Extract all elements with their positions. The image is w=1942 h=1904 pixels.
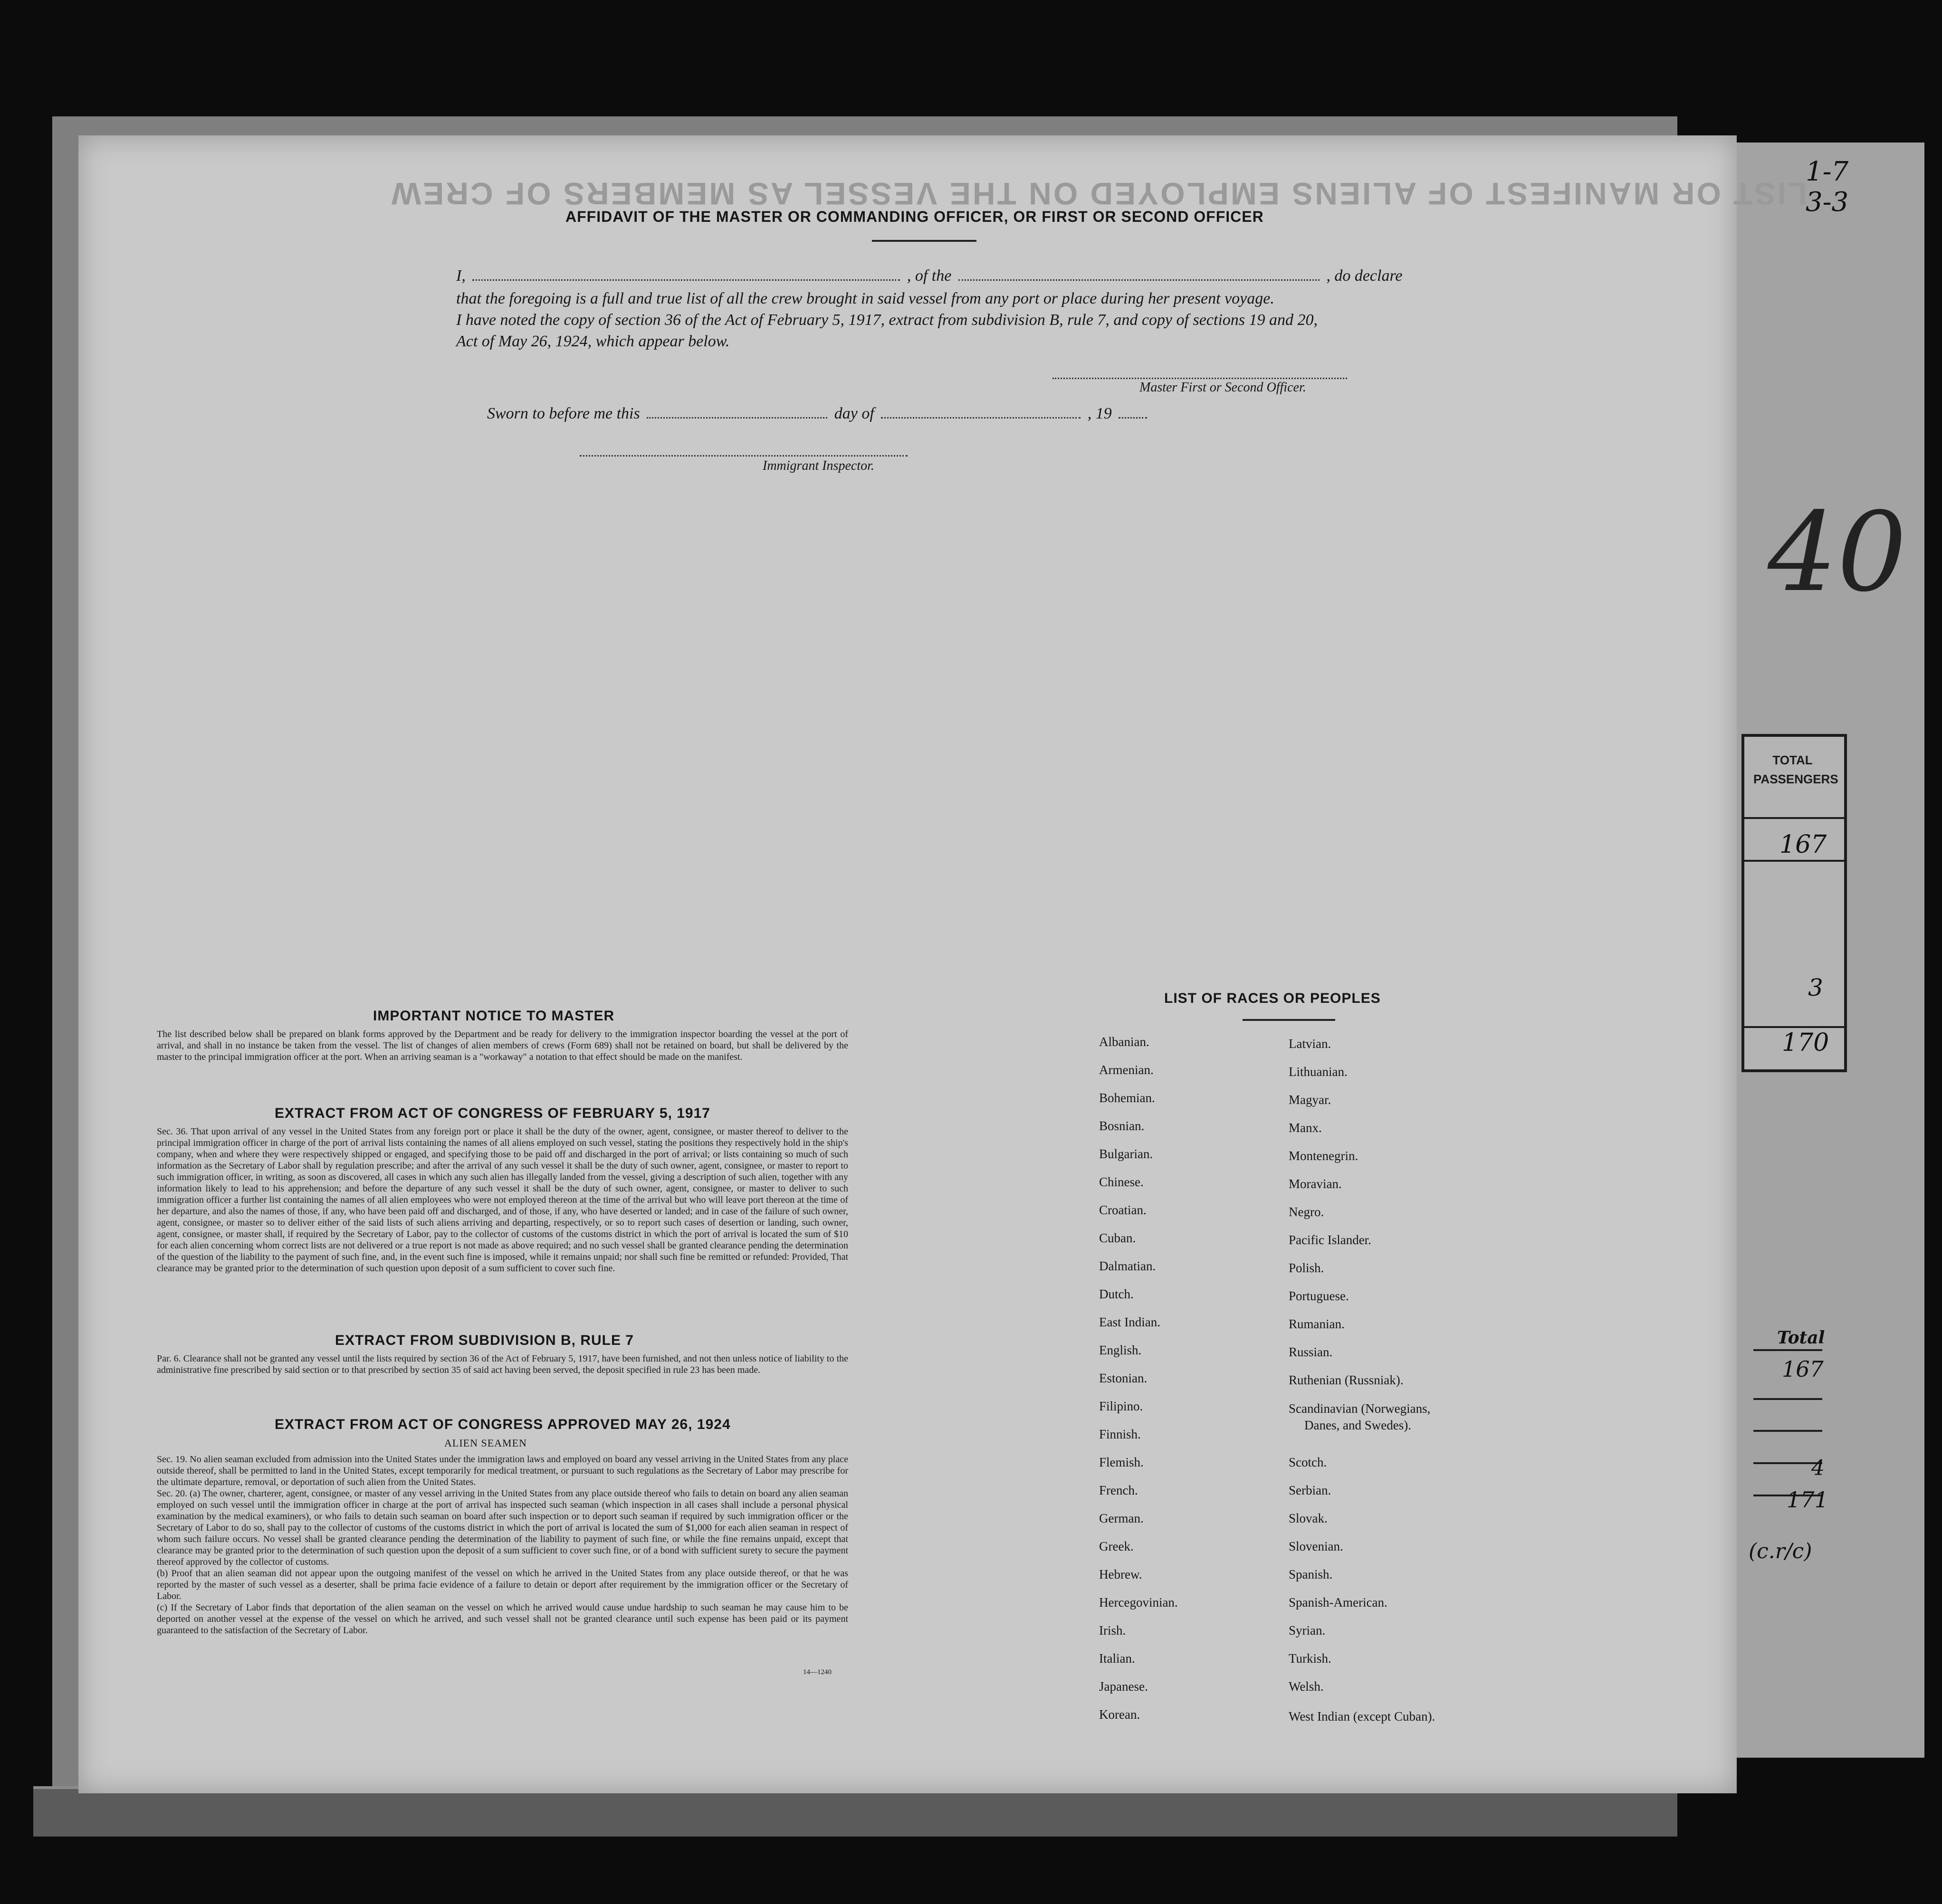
race-item: Estonian. <box>1099 1371 1148 1385</box>
race-item: Japanese. <box>1099 1679 1148 1694</box>
race-item: Greek. <box>1099 1539 1134 1553</box>
race-item: Finnish. <box>1099 1427 1141 1441</box>
name-blank[interactable] <box>472 279 900 281</box>
total-value-2: 3 <box>1808 974 1823 1001</box>
race-item: Polish. <box>1289 1261 1324 1275</box>
race-item: Syrian. <box>1289 1623 1326 1637</box>
race-item: Filipino. <box>1099 1399 1143 1413</box>
race-item: West Indian (except Cuban). <box>1289 1709 1435 1723</box>
lower-total-rule <box>1753 1349 1822 1351</box>
race-item: Magyar. <box>1289 1093 1331 1107</box>
total-label-line-1: TOTAL <box>1772 753 1813 767</box>
lower-sheet-edge <box>33 1786 1677 1837</box>
race-item: Spanish. <box>1289 1567 1333 1581</box>
handwritten-number: 40 <box>1768 489 1907 616</box>
races-rule <box>1243 1019 1335 1021</box>
race-item: German. <box>1099 1511 1144 1525</box>
race-item: Irish. <box>1099 1623 1126 1637</box>
race-item: Bulgarian. <box>1099 1147 1153 1161</box>
notice-body: The list described below shall be prepared on blank forms approved by the Department and be ready for delivery to the immigration inspector boarding the vessel at the port of arrival, and shall in no instance be taken from the vessel. The list of changes of alien members of crews (Form 689) shall not be retained on board, but shall be delivered by the master to the principal immigration officer at the port. When an arriving seaman is a "workaway" a notation to that effect should be made on the manifest. <box>157 1029 848 1062</box>
extract-1917-heading: EXTRACT FROM ACT OF CONGRESS OF FEBRUARY 5, 1917 <box>275 1105 710 1121</box>
race-item: Negro. <box>1289 1205 1324 1219</box>
race-item: English. <box>1099 1343 1142 1357</box>
sworn-label: Sworn to before me this <box>487 405 640 422</box>
bleed-through-title: LIST OR MANIFEST OF ALIENS EMPLOYED ON THE VESSEL AS MEMBERS OF CREW <box>390 176 1808 211</box>
race-item: Bohemian. <box>1099 1091 1155 1105</box>
race-item: East Indian. <box>1099 1315 1160 1329</box>
race-item: Welsh. <box>1289 1679 1324 1694</box>
extract-1924-heading: EXTRACT FROM ACT OF CONGRESS APPROVED MAY 26, 1924 <box>275 1417 731 1432</box>
declaration-line-2: that the foregoing is a full and true list of all the crew brought in said vessel from any port or place during her present voyage. <box>456 290 1274 307</box>
declaration-do-declare-label: , do declare <box>1326 267 1403 285</box>
lower-total-label: Total <box>1777 1328 1825 1348</box>
sworn-year-label: , 19 <box>1087 405 1112 422</box>
race-item: Pacific Islander. <box>1289 1233 1371 1247</box>
race-item: Korean. <box>1099 1707 1140 1722</box>
lower-total-value-2: 4 <box>1811 1456 1825 1480</box>
lower-total-note: (c.r/c) <box>1749 1539 1812 1563</box>
declaration-line-1 <box>456 267 1403 285</box>
extract-1917-body: Sec. 36. That upon arrival of any vessel in the United States from any foreign port or place it shall be the duty of the owner, agent, consignee, or master thereof to deliver to the principal immigration officer in charge of the port of arrival lists containing the names of all aliens employed on such vessel, stating the positions they respectively hold in the ship's company, when and where they were respectively shipped or engaged, and specifying those to be paid off and discharged in the port of arrival; or lists containing so much of such information as the Secretary of Labor shall by regulation prescribe; and after the arrival of any such vessel it shall be the duty of such owner, agent, consignee, or master to report to such immigration officer, in writing, as soon as discovered, all cases in which any such alien has illegally landed from the vessel, giving a description of such alien, together with any information likely to lead to his apprehension; and before the departure of any such vessel it shall be the duty of such owner, agent, consignee, or master to deliver to such immigration officer a further list containing the names of all alien employees who were not employed thereon at the time of the arrival but who will leave port thereon at the time of her departure, and also the names of those, if any, who have been paid off and discharged, and of those, if any, who have deserted or landed; and in case of the failure of such owner, agent, consignee, or master so to deliver either of the said lists of such aliens arriving and departing, respectively, or so to report such cases of desertion or landing, such owner, agent, consignee, or master shall, if required by the Secretary of Labor, pay to the collector of customs of the customs district in which the port of arrival is located the sum of $10 for each alien concerning whom correct lists are not delivered or a true report is not made as above required; and no such vessel shall be granted clearance pending the determination of the question of the liability to the payment of such fine, and, in the event such fine is imposed, while it remains unpaid; nor shall such fine be remitted or refunded: Provided, That clearance may be granted prior to the determination of such question upon deposit of a sum sufficient to cover such fine. <box>157 1126 848 1274</box>
lower-total-rule <box>1753 1398 1822 1400</box>
race-item: Manx. <box>1289 1121 1322 1135</box>
sworn-month-blank[interactable] <box>881 417 1081 419</box>
race-item: Latvian. <box>1289 1037 1331 1051</box>
race-item: Scotch. <box>1289 1455 1327 1469</box>
vessel-blank[interactable] <box>958 279 1320 281</box>
race-item: Lithuanian. <box>1289 1065 1348 1079</box>
sworn-day-of-label: day of <box>834 405 874 422</box>
inspector-signature-line[interactable] <box>580 455 908 457</box>
race-item: Moravian. <box>1289 1177 1342 1191</box>
race-item: Turkish. <box>1289 1651 1331 1666</box>
race-item: Rumanian. <box>1289 1317 1345 1331</box>
race-item: Dutch. <box>1099 1287 1134 1301</box>
race-item: Slovak. <box>1289 1511 1328 1525</box>
race-item: Russian. <box>1289 1345 1333 1359</box>
box-divider <box>1744 1026 1844 1028</box>
race-item: Bosnian. <box>1099 1119 1145 1133</box>
race-item: Croatian. <box>1099 1203 1147 1217</box>
rule-7-body: Par. 6. Clearance shall not be granted any vessel until the lists required by section 36 of the Act of February 5, 1917, have been furnished, and not then unless notice of liability to the administrative fine prescribed by said section or to that prescribed by section 35 of said act having been served, the deposit specified in rule 23 has been made. <box>157 1353 848 1375</box>
form-number: 14—1240 <box>803 1668 832 1676</box>
declaration-line-4: Act of May 26, 1924, which appear below. <box>456 333 730 350</box>
declaration-of-the-label: , of the <box>907 267 952 285</box>
total-passengers-label <box>1753 751 1838 789</box>
total-label-line-2: PASSENGERS <box>1753 772 1838 786</box>
race-item: Chinese. <box>1099 1175 1144 1189</box>
race-item: Spanish-American. <box>1289 1595 1387 1609</box>
declaration-line-3: I have noted the copy of section 36 of the Act of February 5, 1917, extract from subdivision B, rule 7, and copy of sections 19 and 20, <box>456 311 1318 329</box>
race-item: Armenian. <box>1099 1063 1154 1077</box>
race-item: Slovenian. <box>1289 1539 1343 1553</box>
race-item: Albanian. <box>1099 1035 1149 1049</box>
alien-seamen-subheading: ALIEN SEAMEN <box>444 1437 527 1449</box>
race-item: Flemish. <box>1099 1455 1144 1469</box>
sworn-year-blank[interactable] <box>1119 417 1147 419</box>
total-value-1: 167 <box>1779 830 1827 859</box>
race-item: French. <box>1099 1483 1138 1497</box>
race-item: Dalmatian. <box>1099 1259 1156 1273</box>
race-item: Serbian. <box>1289 1483 1331 1497</box>
sworn-line <box>487 405 1150 423</box>
race-item: Ruthenian (Russniak). <box>1289 1373 1404 1387</box>
affidavit-title: AFFIDAVIT OF THE MASTER OR COMMANDING OFFICER, OR FIRST OR SECOND OFFICER <box>565 208 1264 225</box>
race-item: Italian. <box>1099 1651 1135 1666</box>
extract-1924-body: Sec. 19. No alien seaman excluded from admission into the United States under the immigration laws and employed on board any vessel arriving in the United States from any place outside thereof, shall be permitted to land in the United States, except temporarily for medical treatment, or pursuant to such regulations as the Secretary of Labor may prescribe for the ultimate departure, removal, or deportation of such alien from the United States. Sec. 20. (a) The owner, charterer, agent, consignee, or master of any vessel arriving in the United States from any place outside thereof who fails to detain on board any alien seaman employed on such vessel until the immigration officer in charge at the port of arrival has inspected such seaman (which inspection in all cases shall include a personal physical examination by the medical examiners), or who fails to detain such seaman on board after such inspection or to deport such seaman if required by such immigration officer or the Secretary of Labor to do so, shall pay to the collector of customs of the customs district in which the port of arrival is located the sum of $1,000 for each alien seaman in respect of whom such failure occurs. No vessel shall be granted clearance pending the determination of the liability to payment of such fine, or while the fine remains unpaid, except that clearance may be granted prior to the determination of such question upon the deposit of a sum sufficient to cover such fine, or of a bond with sufficient surety to secure the payment thereof approved by the collector of customs. (b) Proof that an alien seaman did not appear upon the outgoing manifest of the vessel on which he arrived in the United States from any place outside thereof, or that he was reported by the master of such vessel as a deserter, shall be prima facie evidence of a failure to detain or deport after requirement by the immigration officer or the Secretary of Labor. (c) If the Secretary of Labor finds that deportation of the alien seaman on the vessel on which he arrived would cause undue hardship to such seaman he may cause him to be deported on another vessel at the expense of the vessel on which he arrived, and such vessel shall not be granted clearance until such expense has been paid or its payment guaranteed to the satisfaction of the Secretary of Labor. <box>157 1454 848 1636</box>
race-item: Hebrew. <box>1099 1567 1142 1581</box>
sworn-day-blank[interactable] <box>647 417 827 419</box>
total-value-3: 170 <box>1782 1028 1829 1057</box>
race-item: Montenegrin. <box>1289 1149 1358 1163</box>
notice-heading: IMPORTANT NOTICE TO MASTER <box>373 1008 615 1024</box>
race-item: Scandinavian (Norwegians, <box>1289 1401 1431 1416</box>
race-item: Danes, and Swedes). <box>1304 1418 1411 1432</box>
lower-total-value-3: 171 <box>1787 1487 1828 1513</box>
race-item: Hercegovinian. <box>1099 1595 1178 1609</box>
inspector-signature-label: Immigrant Inspector. <box>763 458 874 473</box>
margin-note: 1-7 3-3 <box>1806 156 1849 218</box>
master-signature-line[interactable] <box>1052 378 1347 379</box>
race-item: Cuban. <box>1099 1231 1136 1245</box>
title-rule <box>872 240 976 242</box>
race-item: Portuguese. <box>1289 1289 1349 1303</box>
box-divider <box>1744 860 1844 862</box>
lower-total-value-1: 167 <box>1782 1356 1824 1382</box>
races-title: LIST OF RACES OR PEOPLES <box>1164 990 1381 1006</box>
master-signature-label: Master First or Second Officer. <box>1139 380 1306 395</box>
lower-total-rule <box>1753 1430 1822 1432</box>
box-divider <box>1744 817 1844 819</box>
declaration-i-label: I, <box>456 267 466 285</box>
rule-7-heading: EXTRACT FROM SUBDIVISION B, RULE 7 <box>335 1333 634 1348</box>
